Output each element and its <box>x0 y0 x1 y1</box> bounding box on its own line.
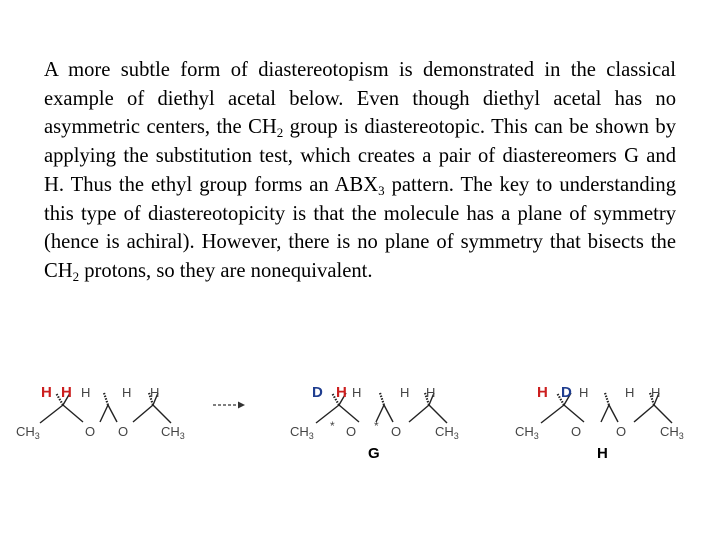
body-paragraph <box>44 56 676 286</box>
oxygen-atom: O <box>616 424 627 439</box>
molecule-g <box>290 384 459 462</box>
para-text-2: group is diastereotopic. This can be shown by applying the substitution test, which creates a pair of diastereomers G and H. Thus the ethyl group forms an ABX <box>44 116 676 196</box>
subscript-3: 3 <box>378 182 385 198</box>
diastereomer-label-g: G <box>368 445 380 462</box>
d-atom-blue: D <box>312 384 323 401</box>
h-atom: H <box>81 385 91 400</box>
h-atom: H <box>625 385 635 400</box>
h-atom: H <box>651 385 661 400</box>
stereocenter-star: * <box>374 419 379 433</box>
ch3-right: $CH_3$ <box>435 424 459 441</box>
stereocenter-star: * <box>330 419 335 433</box>
molecule-diethyl-acetal <box>16 384 185 441</box>
h-red-1: H <box>41 384 52 401</box>
subscript-2: 2 <box>276 125 284 141</box>
oxygen-atom: O <box>391 424 402 439</box>
ch3-left: $CH_3$ <box>290 424 314 441</box>
molecule-h <box>515 384 684 462</box>
oxygen-atom: O <box>571 424 582 439</box>
oxygen-atom: O <box>346 424 357 439</box>
ch3-left: $CH_3$ <box>515 424 539 441</box>
substitution-arrow <box>213 402 245 409</box>
h-atom: H <box>426 385 436 400</box>
diastereomer-label-h: H <box>597 445 608 462</box>
h-red: H <box>537 384 548 401</box>
d-atom-blue: D <box>561 384 572 401</box>
para-text-3: pattern. The key to understanding this type of diastereotopicity is that the molecule has a plane of symmetry (hence is achiral). However, there is no plane of symmetry that bisects the CH <box>44 173 676 282</box>
ch3-left: $CH_3$ <box>16 424 40 441</box>
ch3-right: $CH_3$ <box>161 424 185 441</box>
h-red: H <box>336 384 347 401</box>
ch3-right: $CH_3$ <box>660 424 684 441</box>
h-atom: H <box>352 385 362 400</box>
h-atom: H <box>579 385 589 400</box>
diethyl-acetal-figure <box>0 370 720 470</box>
h-atom: H <box>122 385 132 400</box>
oxygen-atom: O <box>85 424 96 439</box>
subscript-2b: 2 <box>72 268 80 284</box>
para-text-1: A more subtle form of diastereotopism is demonstrated in the classical example of diethyl acetal below. Even though diethyl acetal has no asymmetric centers, the CH <box>44 59 676 139</box>
h-atom: H <box>150 385 160 400</box>
h-red-2: H <box>61 384 72 401</box>
para-text-4: protons, so they are nonequivalent. <box>79 259 373 282</box>
h-atom: H <box>400 385 410 400</box>
oxygen-atom: O <box>118 424 129 439</box>
